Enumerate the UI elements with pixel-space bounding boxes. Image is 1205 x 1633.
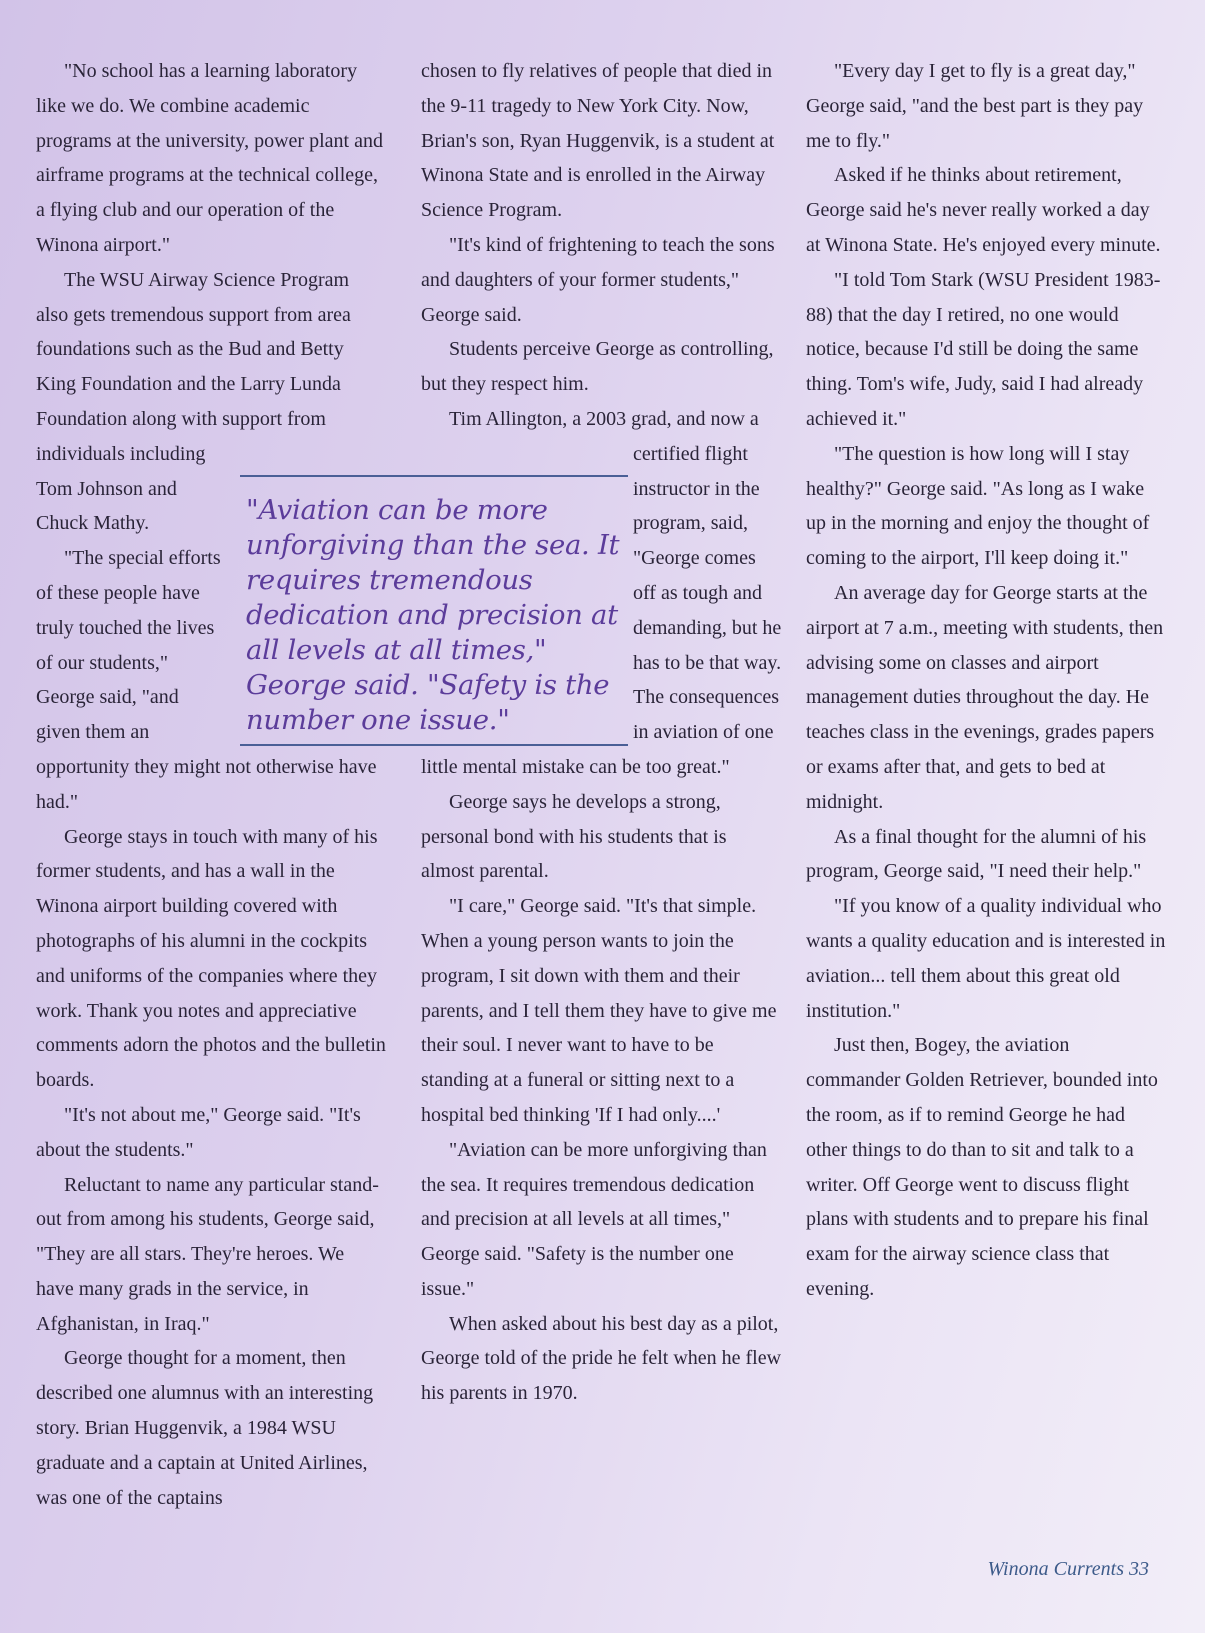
pull-quote [240,475,628,746]
paragraph: Tim Allington, a 2003 grad, and now a certified flight instructor in the program, said, "George comes off as tough and demanding, but he has to be that way. The consequences in aviation of one little mental mistake can be too great." [421,407,782,778]
paragraph: "No school has a learning laboratory like we do. We combine academic programs at the university, power plant and airframe programs at the technical college, a flying club and our operation of the Winona airport." [36,60,383,256]
paragraph: "The special efforts of these people have truly touched the lives of our students," George said, "and given them an opportunity they might not otherwise have had." [36,547,377,813]
paragraph: As a final thought for the alumni of his program, George said, "I need their help." [806,825,1147,883]
page-footer-folio: Winona Currents 33 [987,1558,1149,1580]
paragraph: "Aviation can be more unforgiving than the sea. It requires tremendous dedication and precision at all levels at all times," George said. "Safety is the number one issue." [421,1138,767,1300]
paragraph: The WSU Airway Science Program also gets tremendous support from area foundations such as the Bud and Betty King Foundation and the Larry Lunda Foundation along with support from individuals including Tom Johnson and Chuck Mathy. [36,268,351,535]
paragraph: Asked if he thinks about retirement, George said he's never really worked a day at Winona State. He's enjoyed every minute. [806,164,1161,256]
paragraph: "It's not about me," George said. "It's about the students." [36,1103,361,1161]
paragraph: "If you know of a quality individual who wants a quality education and is interested in aviation... tell them about this great old institution." [806,895,1166,1022]
paragraph: George says he develops a strong, personal bond with his students that is almost parental. [421,790,727,883]
paragraph: "The question is how long will I stay healthy?" George said. "As long as I wake up in the morning and enjoy the thought of coming to the airport, I'll keep doing it." [806,442,1150,570]
article-column-3 [806,54,1168,1307]
paragraph: Just then, Bogey, the aviation commander Golden Retriever, bounded into the room, as if to remind George he had other things to do than to sit and talk to a writer. Off George went to discuss flight plans with students and to prepare his final exam for the airway science class that evening. [806,1034,1158,1300]
paragraph: When asked about his best day as a pilot, George told of the pride he felt when he flew his parents in 1970. [421,1312,782,1405]
paragraph: George thought for a moment, then described one alumnus with an interesting story. Brian Huggenvik, a 1984 WSU graduate and a captain at United Airlines, was one of the captains [36,1347,374,1509]
article-column-1 [36,54,386,1515]
pull-quote-text: "Aviation can be more unforgiving than the sea. It requires tremendous dedication and precision at all levels at all times," George said. "Safety is the number one issue." [246,494,620,736]
paragraph: "I care," George said. "It's that simple. When a young person wants to join the program, I sit down with them and their parents, and I tell them they have to give me their soul. I never want to have to be standing at a funeral or sitting next to a hospital bed thinking 'If I had only....' [421,895,777,1126]
paragraph: George stays in touch with many of his former students, and has a wall in the Winona airport building covered with photographs of his alumni in the cockpits and uniforms of the companies where they work. Thank you notes and appreciative comments adorn the photos and the bulletin boards. [36,825,386,1092]
paragraph: Students perceive George as controlling, but they respect him. [421,338,774,396]
paragraph: An average day for George starts at the airport at 7 a.m., meeting with students, then advising some on classes and airport management duties throughout the day. He teaches class in the evenings, grades papers or exams after that, and gets to bed at midnight. [806,581,1164,813]
paragraph: "Every day I get to fly is a great day," George said, "and the best part is they pay me to fly." [806,60,1144,152]
paragraph: "I told Tom Stark (WSU President 1983-88) that the day I retired, no one would notice, because I'd still be doing the same thing. Tom's wife, Judy, said I had already achieved it." [806,268,1161,430]
paragraph: chosen to fly relatives of people that died in the 9-11 tragedy to New York City. Now, Brian's son, Ryan Huggenvik, is a student at Winona State and is enrolled in the Airway Science Program. [421,60,775,222]
paragraph: Reluctant to name any particular stand-out from among his students, George said, "They are all stars. They're heroes. We have many grads in the service, in Afghanistan, in Iraq." [36,1173,379,1335]
paragraph: "It's kind of frightening to teach the sons and daughters of your former students," George said. [421,233,775,326]
